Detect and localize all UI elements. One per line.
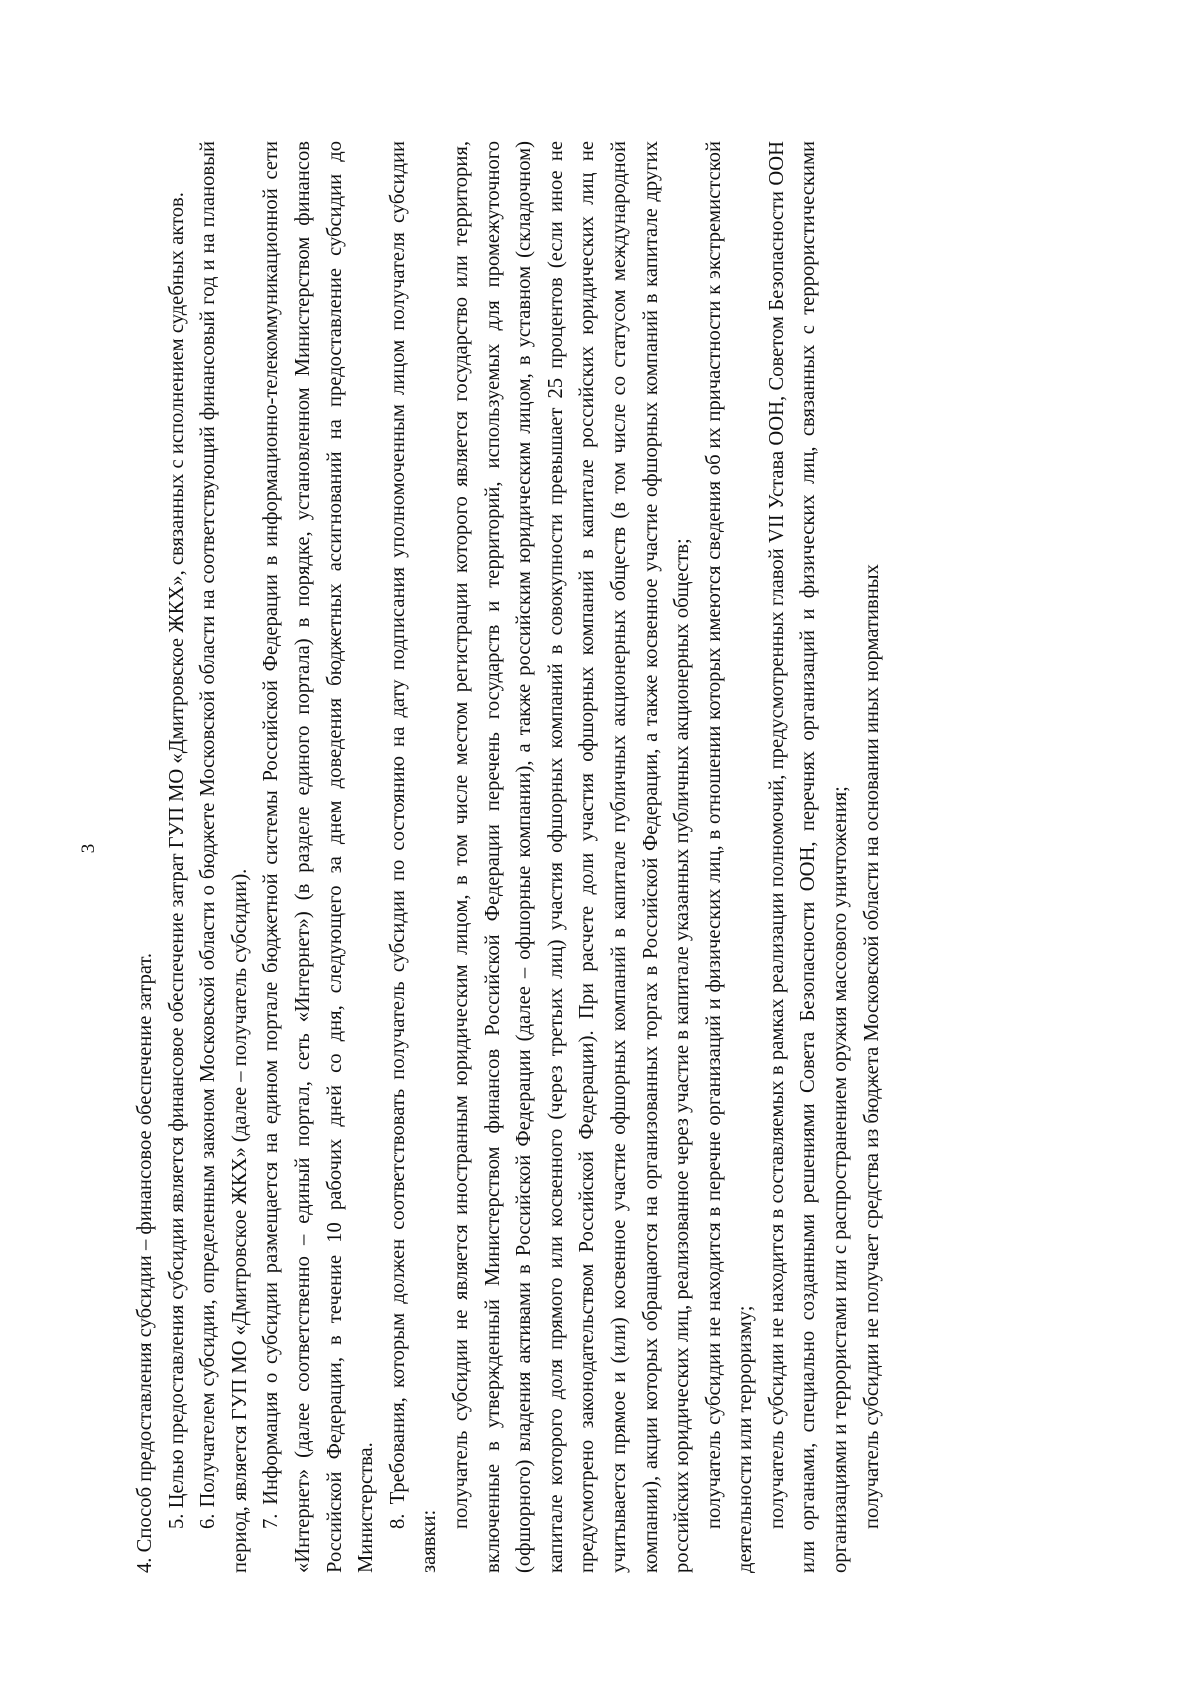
paragraph-budget-funds-requirement: получатель субсидии не получает средства из бюджета Московской области на основании иных нормативных (860, 564, 883, 1529)
page-number: 3 (78, 843, 99, 854)
document-body (130, 141, 888, 1573)
paragraph-5: 5. Целью предоставления субсидии является финансовое обеспечение затрат ГУП МО «Дмитровское ЖКХ», связанных с исполнением судебных актов. (165, 192, 188, 1529)
paragraph-4: 4. Способ предоставления субсидии – финансовое обеспечение затрат. (134, 952, 156, 1573)
paragraph-8: 8. Требования, которым должен соответствовать получатель субсидии по состоянию на дату подписания уполномоченным лицом получателя субсидии заявки: (386, 141, 441, 1573)
paragraph-extremism-requirement: получатель субсидии не находится в перечне организаций и физических лиц, в отношении которых имеются сведения об их причастности к экстремистской деятельности или терроризму; (702, 141, 757, 1573)
paragraph-offshore-requirement: получатель субсидии не является иностранным юридическим лицом, в том числе местом регистрации которого является государство или территория, включенные в утвержденный Министерством финансов Российской Федерации перечень государств и территорий, используемых для промежуточного (офшорного) владения активами в Российской Федерации (далее – офшорные компании), а также российским юридическим лицом, в уставном (складочном) капитале которого доля прямого или косвенного (через третьих лиц) участия офшорных компаний в совокупности превышает 25 процентов (если иное не предусмотрено законодательством Российской Федерации). При расчете доли участия офшорных компаний в капитале российских юридических лиц не учитывается прямое и (или) косвенное участие офшорных компаний в капитале публичных акционерных обществ (в том числе со статусом международной компании), акции которых обращаются на организованных торгах в Российской Федерации, а также косвенное участие офшорных компаний в капитале других российских юридических лиц, реализованное через участие в капитале указанных публичных акционерных обществ; (449, 141, 694, 1573)
paragraph-7: 7. Информация о субсидии размещается на едином портале бюджетной системы Российской Федерации в информационно-телекоммуникационной сети «Интернет» (далее соответственно – единый портал, сеть «Интернет») (в разделе единого портала) в порядке, установленном Министерством финансов Российской Федерации, в течение 10 рабочих дней со дня, следующего за днем доведения бюджетных ассигнований на предоставление субсидии до Министерства. (260, 141, 378, 1573)
paragraph-6: 6. Получателем субсидии, определенным законом Московской области о бюджете Московской области на соответствующий финансовый год и на плановый период, является ГУП МО «Дмитровское ЖКХ» (далее – получатель субсидии). (197, 141, 251, 1573)
paragraph-un-sanctions-requirement: получатель субсидии не находится в составляемых в рамках реализации полномочий, предусмотренных главой VII Устава ООН, Советом Безопасности ООН или органами, специально созданными решениями Совета Безопасности ООН, перечнях организаций и физических лиц, связанных с террористическими организациями и террористами или с распространением оружия массового уничтожения; (765, 141, 852, 1573)
